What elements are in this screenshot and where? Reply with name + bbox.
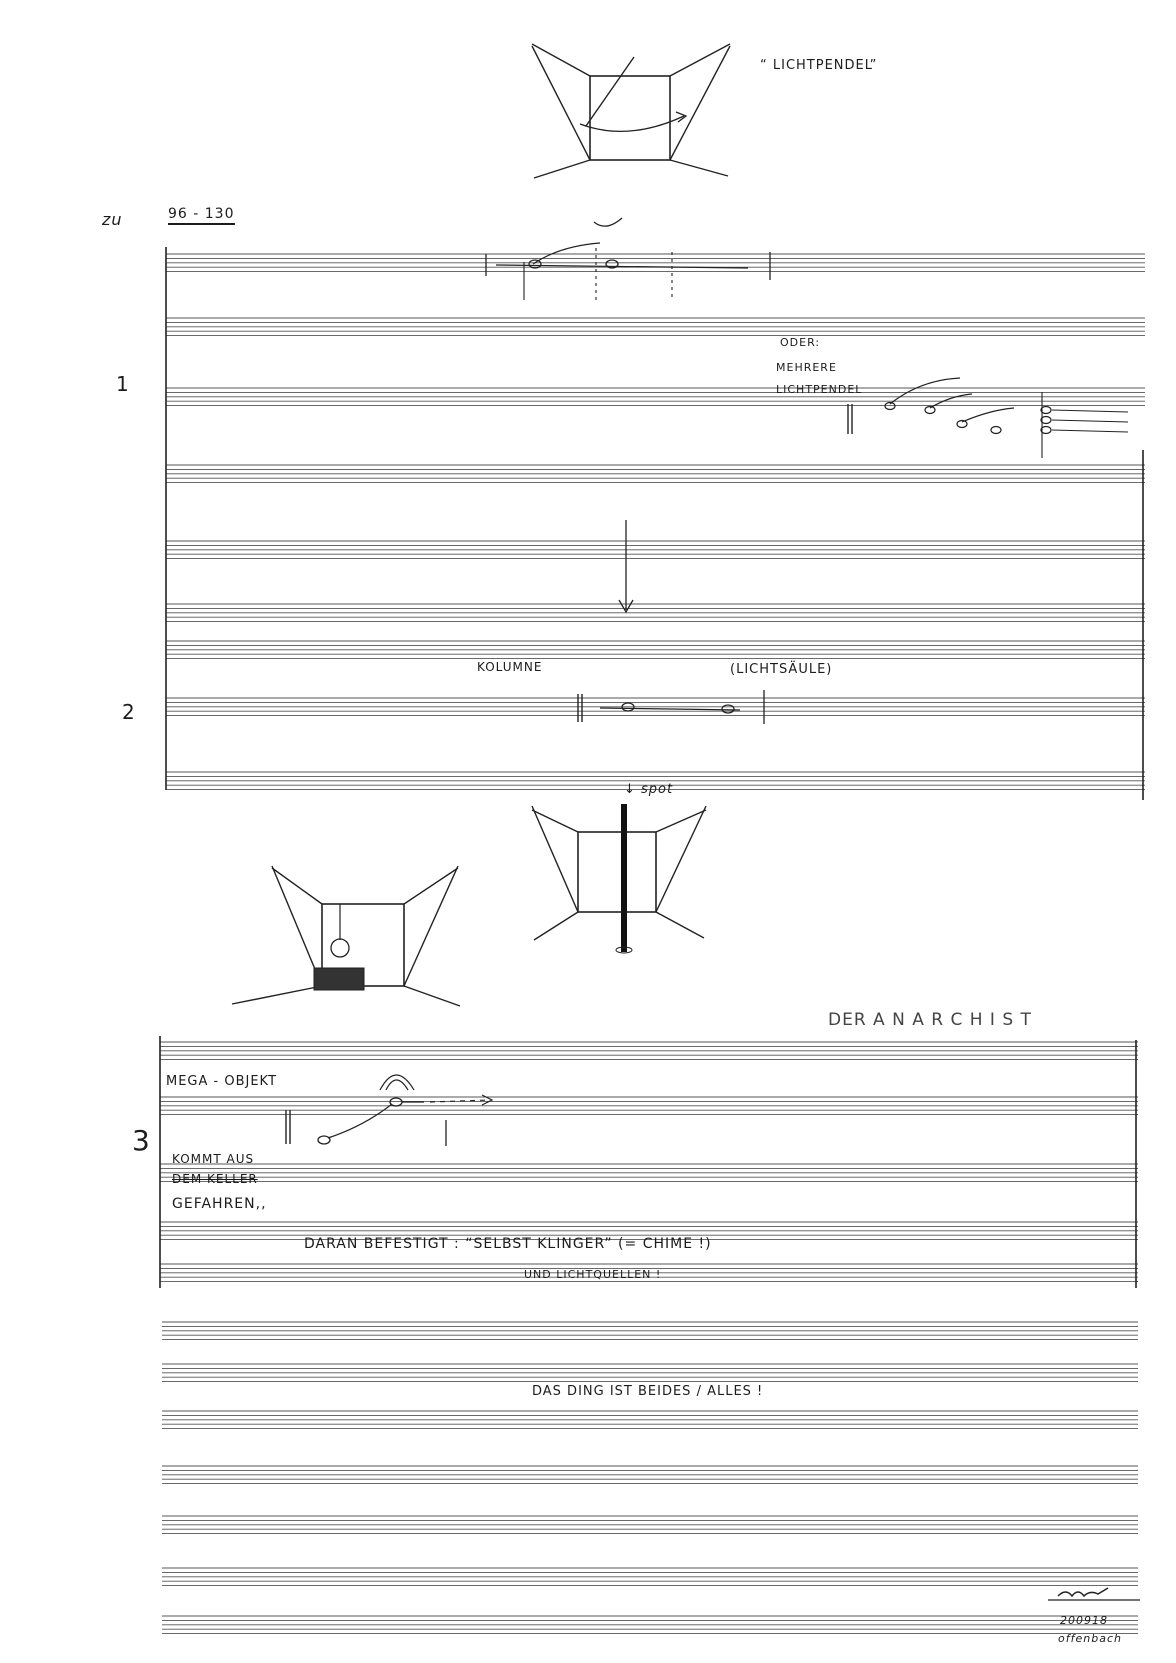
room-sketch-kolumne-edge bbox=[532, 806, 578, 912]
room-sketch-pendel-edge bbox=[670, 46, 730, 160]
mega-object-box bbox=[314, 968, 364, 990]
gliss-arrow bbox=[890, 378, 960, 404]
rotation-arrow bbox=[594, 218, 622, 226]
label-kommt-aus: KOMMT AUS bbox=[172, 1152, 255, 1166]
label-lichtsaeule: (LICHTSÄULE) bbox=[730, 662, 833, 677]
room-edge bbox=[404, 986, 460, 1006]
note-mehrere: MEHRERE bbox=[776, 361, 837, 374]
label-spot: ↓ spot bbox=[624, 782, 674, 797]
gliss-line bbox=[328, 1104, 392, 1138]
note-head bbox=[390, 1098, 402, 1106]
ref-range: 96 - 130 bbox=[168, 206, 235, 225]
room-edge bbox=[656, 912, 704, 938]
system-number-3: 3 bbox=[132, 1124, 151, 1157]
pendulum-line bbox=[586, 57, 634, 126]
room-sketch-kolumne bbox=[578, 832, 656, 912]
label-das-ding: DAS DING IST BEIDES / ALLES ! bbox=[532, 1384, 764, 1399]
room-sketch-pendel-edge bbox=[532, 44, 590, 76]
note-head bbox=[318, 1136, 330, 1144]
system-number-2: 2 bbox=[122, 700, 136, 724]
room-edge bbox=[534, 912, 578, 940]
room-sketch-pendel bbox=[590, 76, 670, 160]
sustain-line bbox=[1052, 420, 1128, 422]
note-lichtpendel: LICHTPENDEL bbox=[776, 383, 863, 396]
label-dem-keller: DEM KELLER bbox=[172, 1172, 258, 1186]
sustain-line bbox=[1052, 430, 1128, 432]
room-sketch-kolumne-edge bbox=[656, 806, 706, 912]
room-sketch-pendel-edge bbox=[532, 46, 590, 160]
room-sketch-pendel-edge bbox=[670, 44, 730, 76]
label-daran-befestigt: DARAN BEFESTIGT : “SELBST KLINGER” (= CHIME !) bbox=[304, 1236, 712, 1252]
room-edge bbox=[232, 986, 322, 1004]
sound-arc bbox=[380, 1075, 414, 1090]
sustain-line bbox=[600, 708, 740, 710]
gliss-arrow bbox=[962, 408, 1014, 422]
signature-place: offenbach bbox=[1058, 1632, 1122, 1645]
room-sketch-mega-objekt-edge bbox=[272, 868, 322, 904]
label-kolumne: KOLUMNE bbox=[477, 660, 543, 674]
pendulum-swing-arrow bbox=[580, 116, 684, 131]
title-lichtpendel: “ LICHTPENDEL” bbox=[760, 58, 878, 73]
ref-prefix: zu bbox=[102, 210, 123, 229]
note-head bbox=[991, 427, 1001, 434]
sustain-line bbox=[1052, 410, 1128, 412]
room-edge bbox=[670, 160, 728, 176]
signature-scribble bbox=[1058, 1588, 1108, 1596]
chime-object bbox=[331, 939, 349, 957]
label-der-anarchist: DER A N A R C H I S T bbox=[828, 1010, 1032, 1030]
room-sketch-mega-objekt-edge bbox=[404, 866, 458, 986]
signature-date: 200918 bbox=[1060, 1614, 1108, 1627]
sound-arc bbox=[386, 1080, 408, 1090]
label-gefahren: GEFAHREN,, bbox=[172, 1196, 267, 1212]
room-sketch-mega-objekt-edge bbox=[404, 868, 458, 904]
label-und-lichtquellen: UND LICHTQUELLEN ! bbox=[524, 1268, 662, 1281]
light-column bbox=[621, 804, 627, 952]
gliss-arrow bbox=[533, 243, 600, 264]
label-mega-objekt: MEGA - OBJEKT bbox=[166, 1074, 278, 1089]
note-head bbox=[722, 705, 734, 713]
room-edge bbox=[534, 160, 590, 178]
system-number-1: 1 bbox=[116, 372, 130, 396]
note-oder: ODER: bbox=[780, 336, 821, 349]
